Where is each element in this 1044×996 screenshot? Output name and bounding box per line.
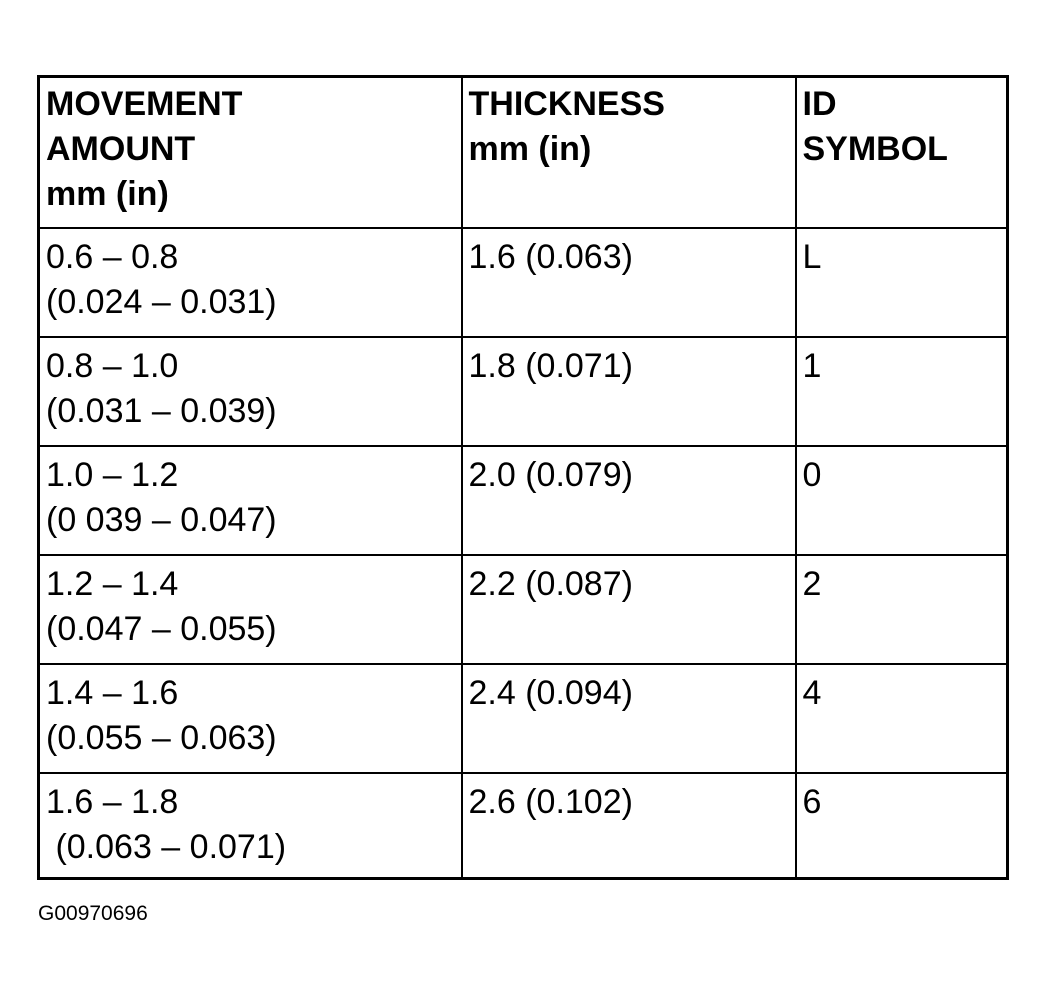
movement-mm: 1.0 – 1.2 (46, 455, 179, 494)
movement-in: (0.063 – 0.071) (46, 827, 287, 866)
figure-id: G00970696 (38, 902, 148, 925)
movement-mm: 1.4 – 1.6 (46, 673, 179, 712)
movement-mm: 0.6 – 0.8 (46, 237, 179, 276)
id-symbol-value: L (802, 237, 822, 276)
id-symbol-value: 6 (802, 782, 822, 821)
thickness-cell (462, 555, 796, 664)
id-symbol-cell (796, 228, 1008, 337)
movement-mm: 0.8 – 1.0 (46, 346, 179, 385)
table-row (39, 446, 1008, 555)
thickness-value: 1.8 (0.071) (468, 346, 633, 385)
movement-in: (0.055 – 0.063) (46, 718, 277, 757)
header-line: ID (802, 85, 837, 123)
thickness-cell (462, 337, 796, 446)
movement-cell (39, 664, 462, 773)
movement-cell (39, 555, 462, 664)
movement-in: (0.031 – 0.039) (46, 391, 277, 430)
movement-cell (39, 446, 462, 555)
header-line: MOVEMENT (46, 85, 243, 123)
header-movement-amount (39, 77, 462, 228)
thickness-cell (462, 228, 796, 337)
header-line: mm (in) (468, 130, 592, 168)
table-row (39, 664, 1008, 773)
thickness-value: 2.4 (0.094) (468, 673, 633, 712)
header-id-symbol (796, 77, 1008, 228)
thickness-value: 2.6 (0.102) (468, 782, 633, 821)
thickness-cell (462, 446, 796, 555)
movement-in: (0.024 – 0.031) (46, 282, 277, 321)
header-line: mm (in) (46, 175, 169, 213)
header-thickness (462, 77, 796, 228)
thickness-value: 2.2 (0.087) (468, 564, 633, 603)
id-symbol-value: 4 (802, 673, 822, 712)
id-symbol-value: 2 (802, 564, 822, 603)
thickness-value: 1.6 (0.063) (468, 237, 633, 276)
table-row (39, 228, 1008, 337)
id-symbol-cell (796, 555, 1008, 664)
table-row (39, 337, 1008, 446)
id-symbol-cell (796, 337, 1008, 446)
header-line: THICKNESS (468, 85, 665, 123)
thickness-cell (462, 773, 796, 879)
id-symbol-value: 1 (802, 346, 822, 385)
movement-in: (0 039 – 0.047) (46, 500, 277, 539)
movement-cell (39, 337, 462, 446)
movement-in: (0.047 – 0.055) (46, 609, 277, 648)
id-symbol-cell (796, 773, 1008, 879)
movement-cell (39, 773, 462, 879)
movement-mm: 1.2 – 1.4 (46, 564, 179, 603)
id-symbol-value: 0 (802, 455, 822, 494)
movement-cell (39, 228, 462, 337)
spec-table (37, 75, 1009, 880)
header-line: AMOUNT (46, 130, 196, 168)
movement-mm: 1.6 – 1.8 (46, 782, 179, 821)
table-row (39, 773, 1008, 879)
table-row (39, 555, 1008, 664)
header-line: SYMBOL (802, 130, 948, 168)
id-symbol-cell (796, 664, 1008, 773)
thickness-cell (462, 664, 796, 773)
id-symbol-cell (796, 446, 1008, 555)
thickness-value: 2.0 (0.079) (468, 455, 633, 494)
header-row (39, 77, 1008, 228)
